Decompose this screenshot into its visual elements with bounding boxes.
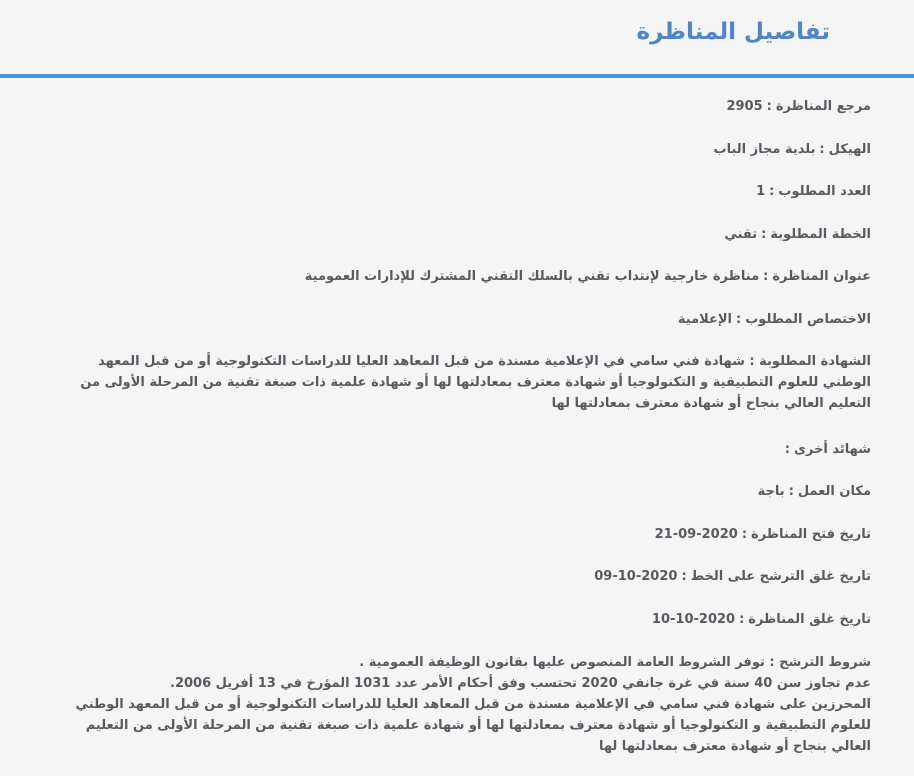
field-title-value: مناظرة خارجية لإنتداب تقني بالسلك التقني المشترك للإدارات العمومية [304, 269, 760, 284]
field-structure: الهيكل:بلدية مجاز الباب [713, 142, 871, 157]
field-reference-value: 2905 [726, 99, 763, 114]
field-workplace-value: باجة [757, 484, 785, 499]
field-reference-label: مرجع المناظرة [775, 99, 871, 114]
field-count-label: العدد المطلوب [778, 184, 871, 199]
field-reference: مرجع المناظرة:2905 [726, 99, 871, 114]
field-specialty-value: الإعلامية [677, 312, 733, 327]
field-count-value: 1 [756, 184, 766, 199]
field-conditions-text-1: توفر الشروط العامة المنصوص عليها بقانون الوظيفة العمومية . [359, 655, 765, 670]
field-conditions-text-5: العالي بنجاح أو شهادة معترف بمعادلتها لها [598, 739, 871, 754]
page-title: تفاصيل المناظرة [636, 19, 830, 45]
field-certificate [9, 351, 871, 414]
field-conditions-line-1: شروط الترشح : توفر الشروط العامة المنصوص عليها بقانون الوظيفة العمومية . [359, 655, 871, 670]
field-count: العدد المطلوب:1 [756, 184, 871, 199]
field-title: عنوان المناظرة:مناظرة خارجية لإنتداب تقني بالسلك التقني المشترك للإدارات العمومية [304, 269, 871, 284]
field-online-close-date: تاريخ غلق الترشح على الخط:2020-10-09 [594, 569, 871, 584]
field-conditions-text-2: عدم تجاوز سن 40 سنة في غرة جانفي 2020 تحتسب وفق أحكام الأمر عدد 1031 المؤرخ في 13 أفريل 2006. [170, 676, 871, 691]
field-certificate-text-2: الوطني للعلوم التطبيقية و التكنولوجيا أو شهادة معترف بمعادلتها لها أو شهادة علمية ذات صبغة تقنية من المرحلة الأولى من [80, 375, 871, 390]
field-workplace: مكان العمل:باجة [757, 484, 871, 499]
field-other-certificates-label: شهائد أخرى [794, 442, 871, 457]
field-certificate-line-1: الشهادة المطلوبة : شهادة فني سامي في الإعلامية مسندة من قبل المعاهد العليا للدراسات التكنولوجية أو من قبل المعهد [98, 354, 871, 369]
field-close-date: تاريخ غلق المناظرة:2020-10-10 [651, 612, 871, 627]
field-plan: الخطة المطلوبة:تقني [724, 227, 871, 242]
field-plan-label: الخطة المطلوبة [770, 227, 871, 242]
field-conditions-label: شروط الترشح [779, 655, 871, 670]
field-open-date-label: تاريخ فتح المناظرة [751, 527, 871, 542]
field-close-date-value: 2020-10-10 [651, 612, 736, 627]
header-divider [0, 74, 914, 78]
field-specialty: الاختصاص المطلوب:الإعلامية [677, 312, 871, 327]
field-structure-label: الهيكل [828, 142, 871, 157]
field-plan-value: تقني [724, 227, 758, 242]
field-structure-value: بلدية مجاز الباب [713, 142, 816, 157]
field-specialty-label: الاختصاص المطلوب [745, 312, 871, 327]
field-certificate-text-1: شهادة فني سامي في الإعلامية مسندة من قبل المعاهد العليا للدراسات التكنولوجية أو من قبل المعهد [98, 354, 745, 369]
field-title-label: عنوان المناظرة [772, 269, 871, 284]
field-other-certificates: شهائد أخرى: [784, 442, 871, 457]
page-header [0, 0, 914, 76]
field-certificate-label: الشهادة المطلوبة [759, 354, 871, 369]
field-conditions [9, 652, 871, 757]
field-open-date-value: 2020-09-21 [654, 527, 738, 542]
field-online-close-date-label: تاريخ غلق الترشح على الخط [690, 569, 871, 584]
field-close-date-label: تاريخ غلق المناظرة [748, 612, 871, 627]
field-conditions-text-4: للعلوم التطبيقية و التكنولوجيا أو شهادة معترف بمعادلتها لها أو شهادة علمية ذات صبغة تقنية من المرحلة الأولى من التعليم [85, 718, 871, 733]
field-conditions-text-3: المحرزين على شهادة فني سامي في الإعلامية مسندة من قبل المعاهد العليا للدراسات التكنولوجية أو من قبل المعهد الوطني [75, 697, 871, 712]
field-workplace-label: مكان العمل [797, 484, 871, 499]
field-certificate-text-3: التعليم العالي بنجاح أو شهادة معترف بمعادلتها لها [551, 396, 871, 411]
field-open-date: تاريخ فتح المناظرة:2020-09-21 [654, 527, 871, 542]
field-online-close-date-value: 2020-10-09 [594, 569, 678, 584]
